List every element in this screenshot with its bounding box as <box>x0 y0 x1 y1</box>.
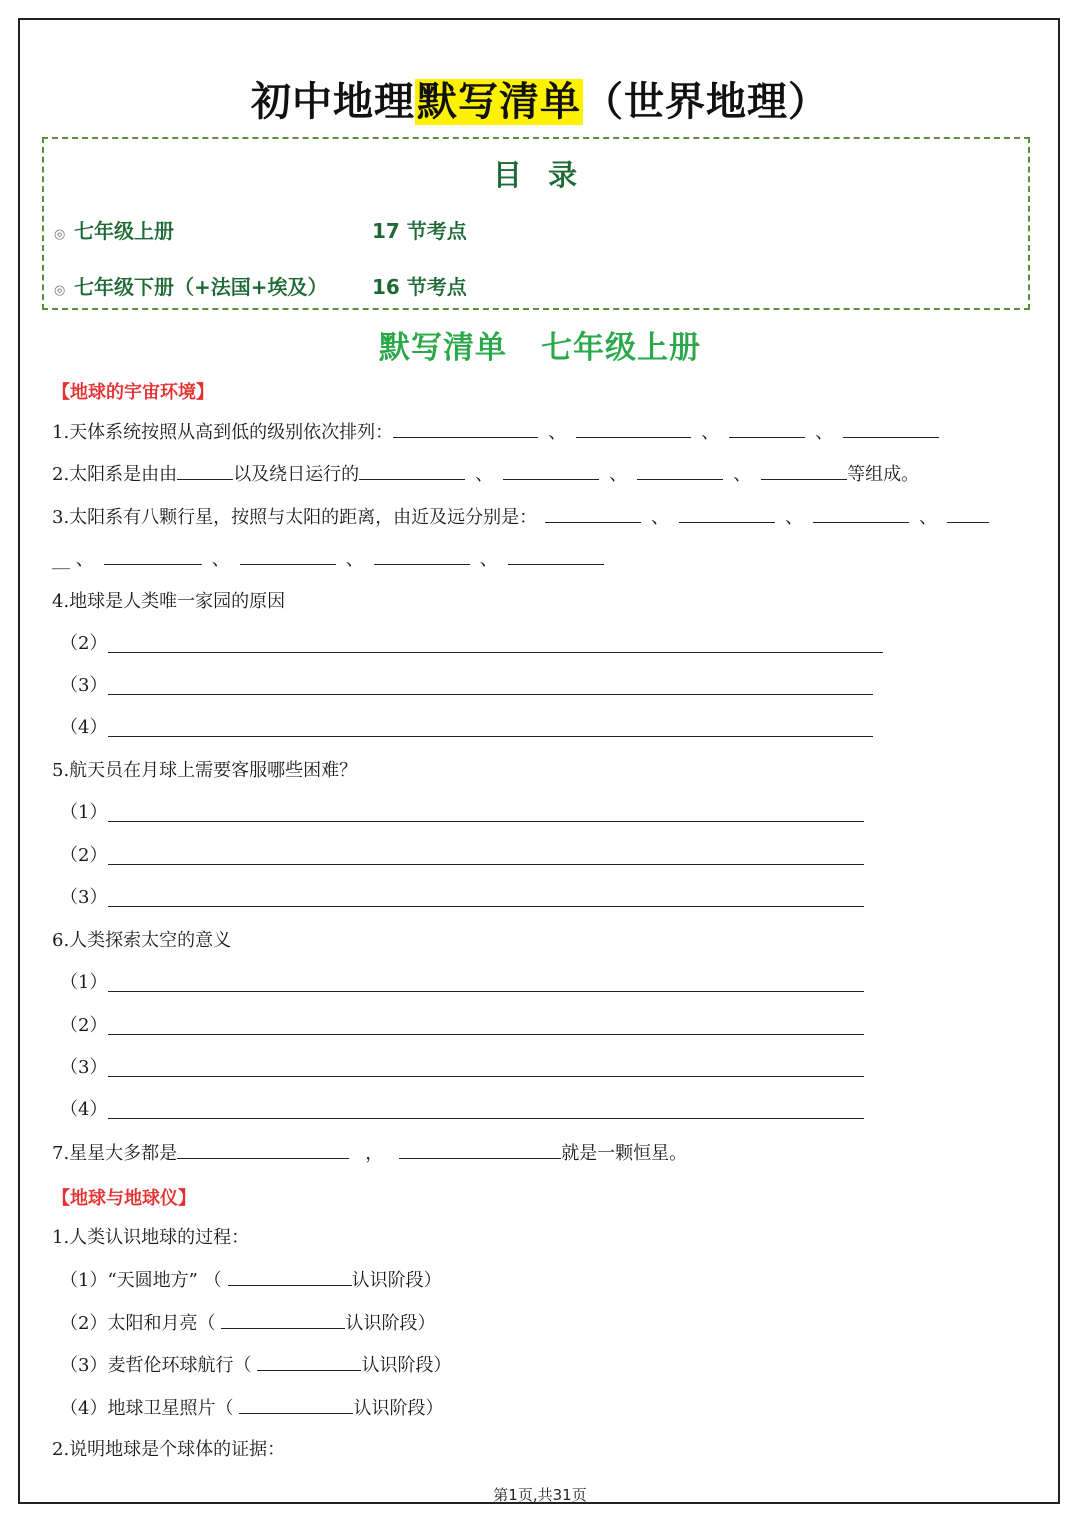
question: 6.人类探索太空的意义 <box>52 930 232 951</box>
blank-field[interactable] <box>545 505 641 523</box>
page-footer: 第1页,共31页 <box>493 1486 587 1504</box>
answer-line[interactable] <box>108 694 873 695</box>
question: 1.天体系统按照从高到低的级别依次排列： 、 、 、 <box>52 420 939 445</box>
question: 4.地球是人类唯一家园的原因 <box>52 591 286 612</box>
blank-field[interactable] <box>729 420 805 438</box>
toc-item-label: 七年级上册 <box>74 219 174 243</box>
blank-field[interactable] <box>761 462 847 480</box>
toc-item-count: 17 节考点 <box>372 219 467 243</box>
toc-item <box>54 215 467 244</box>
table-of-contents <box>42 137 1030 310</box>
blank-field[interactable] <box>393 420 538 438</box>
blank-field[interactable] <box>359 462 465 480</box>
sub-label: （4） <box>60 1099 108 1120</box>
answer-line[interactable] <box>108 821 864 822</box>
section-title: 默写清单 七年级上册 <box>379 330 701 366</box>
question: 5.航天员在月球上需要客服哪些困难？ <box>52 760 358 781</box>
blank-field[interactable] <box>637 462 723 480</box>
category-heading: 【地球的宇宙环境】 <box>52 382 214 403</box>
sub-item: （2）太阳和月亮（ 认识阶段） <box>60 1313 436 1334</box>
blank-field[interactable] <box>177 462 233 480</box>
answer-line[interactable] <box>108 906 864 907</box>
sub-label: （2） <box>60 845 108 866</box>
question: 2.太阳系是由由 以及绕日运行的 、 、 、 等组成。 <box>52 464 920 485</box>
blank-field[interactable] <box>104 547 202 565</box>
toc-heading: 目 录 <box>492 158 580 192</box>
sub-label: （4） <box>60 717 108 738</box>
sub-label: （2） <box>60 633 108 654</box>
sub-label: （2） <box>60 1015 108 1036</box>
sub-label: （1） <box>60 802 108 823</box>
title-highlight: 默写清单 <box>417 79 581 125</box>
answer-line[interactable] <box>108 652 883 653</box>
sub-item: （3）麦哲伦环球航行（ 认识阶段） <box>60 1355 452 1376</box>
category-heading: 【地球与地球仪】 <box>52 1188 196 1209</box>
sub-label: （3） <box>60 675 108 696</box>
blank-field[interactable] <box>679 505 775 523</box>
blank-field[interactable] <box>239 1396 353 1414</box>
blank-field[interactable] <box>947 505 989 523</box>
answer-line[interactable] <box>108 991 864 992</box>
bullet-icon: ◎ <box>54 283 66 298</box>
blank-field[interactable] <box>228 1268 352 1286</box>
question: 3.太阳系有八颗行星，按照与太阳的距离，由近及远分别是： 、 、 、 <box>52 505 989 530</box>
blank-field[interactable] <box>503 462 599 480</box>
sub-label: （1） <box>60 972 108 993</box>
page-title: 初中地理默写清单（世界地理） <box>251 79 829 125</box>
blank-field[interactable] <box>374 547 470 565</box>
blank-field[interactable] <box>399 1141 561 1159</box>
sub-item: （1）“天圆地方” （ 认识阶段） <box>60 1270 442 1291</box>
toc-item-label: 七年级下册（+法国+埃及） <box>74 275 328 299</box>
question-continuation: __ 、 、 、 、 <box>52 547 604 572</box>
blank-field[interactable] <box>813 505 909 523</box>
answer-line[interactable] <box>108 1034 864 1035</box>
answer-line[interactable] <box>108 1118 864 1119</box>
sub-label: （3） <box>60 887 108 908</box>
blank-field[interactable] <box>240 547 336 565</box>
sub-item: （4）地球卫星照片（ 认识阶段） <box>60 1398 444 1419</box>
blank-field[interactable] <box>843 420 939 438</box>
toc-item-count: 16 节考点 <box>372 275 467 299</box>
blank-field[interactable] <box>221 1311 345 1329</box>
question: 1.人类认识地球的过程： <box>52 1227 250 1248</box>
blank-field[interactable] <box>177 1141 349 1159</box>
blank-field[interactable] <box>576 420 691 438</box>
answer-line[interactable] <box>108 864 864 865</box>
toc-item <box>54 271 467 300</box>
blank-field[interactable] <box>257 1353 361 1371</box>
question: 7.星星大多都是 ， 就是一颗恒星。 <box>52 1143 688 1164</box>
bullet-icon: ◎ <box>54 227 66 242</box>
question: 2.说明地球是个球体的证据： <box>52 1439 286 1460</box>
sub-label: （3） <box>60 1057 108 1078</box>
answer-line[interactable] <box>108 1076 864 1077</box>
blank-field[interactable] <box>508 547 604 565</box>
answer-line[interactable] <box>108 736 873 737</box>
